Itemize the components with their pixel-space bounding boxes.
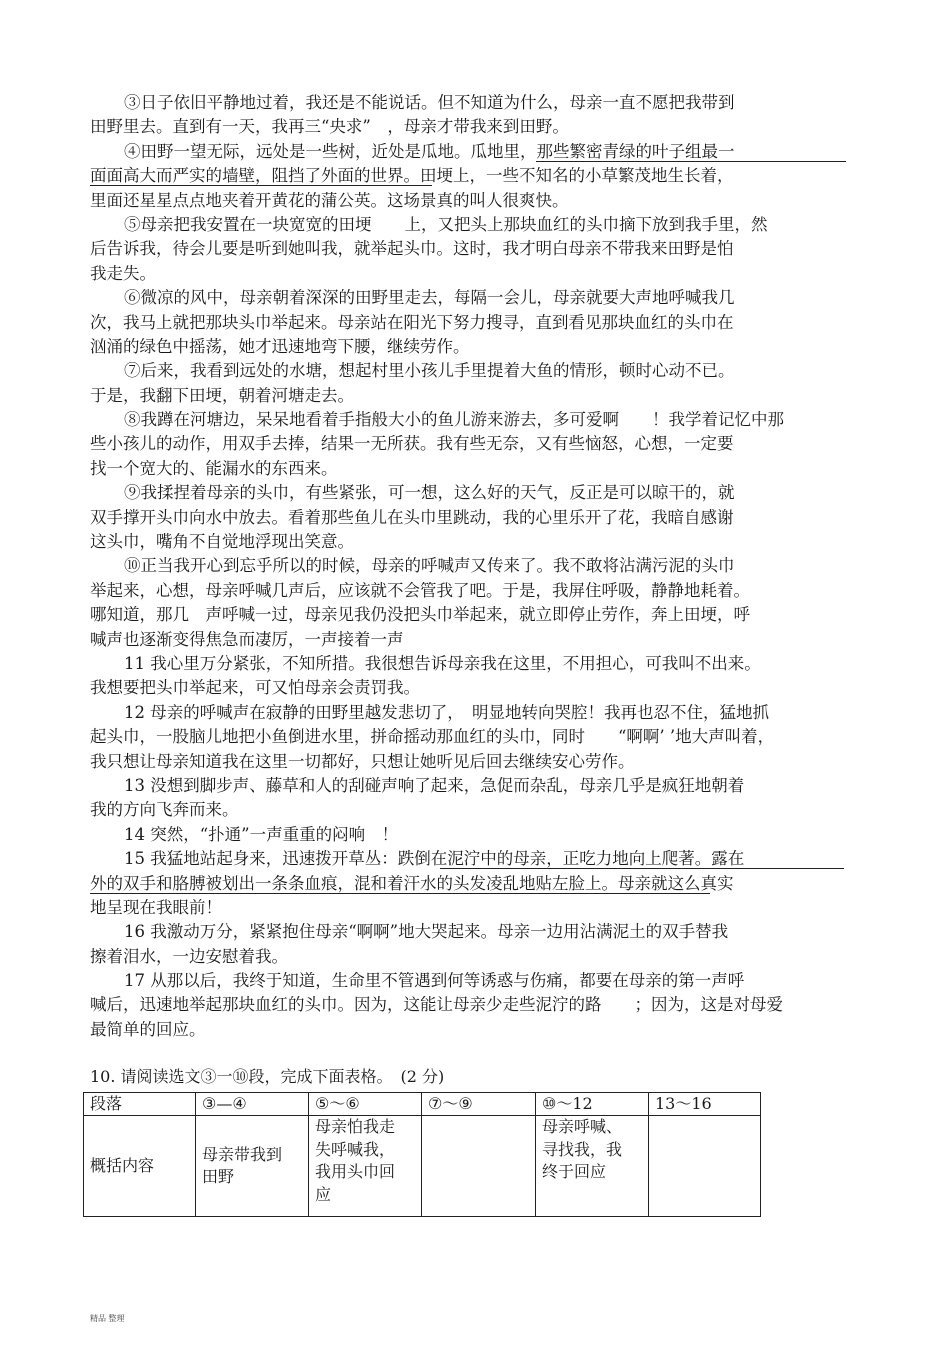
text-line: 擦着泪水，一边安慰着我。: [90, 946, 288, 966]
text-line-underlined: 15 我猛地站起身来，迅速拨开草丛：跌倒在泥泞中的母亲，正吃力地向上爬著。露在: [90, 847, 850, 871]
text-line: 我只想让母亲知道我在这里一切都好，只想让她听见后回去继续安心劳作。: [90, 751, 635, 771]
text-line: 些小孩儿的动作，用双手去捧，结果一无所获。我有些无奈，又有些恼怒，心想，一定要: [90, 434, 734, 454]
text-line: 喊后，迅速地举起那块血红的头巾。因为，这能让母亲少走些泥泞的路 ；因为，这是对母爱: [90, 995, 783, 1015]
text-line: ⑦后来，我看到远处的水塘，想起村里小孩儿手里提着大鱼的情形，顿时心动不已。: [124, 361, 735, 381]
text-line: 于是，我翻下田埂，朝着河塘走去。: [90, 385, 354, 405]
text-line: 我走失。: [90, 263, 156, 283]
text-line: ⑥微凉的风中，母亲朝着深深的田野里走去，每隔一会儿，母亲就要大声地呼喊我几: [124, 288, 735, 308]
text-line: 我想要把头巾举起来，可又怕母亲会责罚我。: [90, 678, 420, 698]
text-line: ⑨我揉捏着母亲的头巾，有些紧张，可一想，这么好的天气，反正是可以晾干的，就: [124, 483, 735, 503]
text-line: 17 从那以后，我终于知道，生命里不管遇到何等诱惑与伤痛，都要在母亲的第一声呼: [124, 971, 745, 991]
summary-table: [83, 1092, 761, 1217]
page-footer: 精品 整理: [90, 1314, 125, 1323]
text-line: 这头巾，嘴角不自觉地浮现出笑意。: [90, 532, 354, 552]
table-cell: 母亲呼喊、 寻找我，我 终于回应: [536, 1116, 649, 1217]
table-cell-empty: [649, 1116, 761, 1217]
table-cell-empty: [422, 1116, 536, 1217]
reading-passage: [90, 91, 850, 1042]
underline-mark: [536, 161, 846, 162]
table-header-cell: ③—④: [196, 1093, 309, 1116]
text-line: 地呈现在我眼前！: [90, 897, 222, 917]
text-line: 双手撑开头巾向水中放去。看着那些鱼儿在头巾里跳动，我的心里乐开了花，我暗自感谢: [90, 507, 734, 527]
text-line: 13 没想到脚步声、藤草和人的刮碰声响了起来，急促而杂乱，母亲几乎是疯狂地朝着: [124, 775, 745, 795]
underline-mark: [440, 868, 844, 869]
text-line: 11 我心里万分紧张，不知所措。我很想告诉母亲我在这里，不用担心，可我叫不出来。: [124, 653, 761, 673]
text-line: 田野里去。直到有一天，我再三“央求” ，母亲才带我来到田野。: [90, 117, 569, 137]
text-line: 汹涌的绿色中摇荡，她才迅速地弯下腰，继续劳作。: [90, 336, 470, 356]
table-header-cell: ⑤～⑥: [309, 1093, 422, 1116]
text-line: 里面还星星点点地夹着开黄花的蒲公英。这场景真的叫人很爽快。: [90, 190, 569, 210]
text-line: 喊声也逐渐变得焦急而凄厉，一声接着一声: [90, 629, 404, 649]
table-header-cell: ⑩～12: [536, 1093, 649, 1116]
text-line: 找一个宽大的、能漏水的东西来。: [90, 458, 338, 478]
text-line: ⑤母亲把我安置在一块宽宽的田埂 上，又把头上那块血红的头巾摘下放到我手里，然: [124, 214, 768, 234]
text-line: 起头巾，一股脑儿地把小鱼倒进水里，拼命摇动那血红的头巾，同时 “啊啊’ ’地大声叫着，: [90, 727, 775, 747]
underline-mark: [90, 893, 710, 894]
table-header-row: [84, 1093, 761, 1116]
text-line: 我的方向飞奔而来。: [90, 800, 239, 820]
underline-mark: [90, 185, 432, 186]
text-line: 后告诉我，待会儿要是听到她叫我，就举起头巾。这时，我才明白母亲不带我来田野是怕: [90, 239, 734, 259]
text-line: ③日子依旧平静地过着，我还是不能说话。但不知道为什么，母亲一直不愿把我带到: [124, 93, 735, 112]
table-cell: 母亲带我到 田野: [196, 1116, 309, 1217]
table-cell: 母亲怕我走 失呼喊我， 我用头巾回 应: [309, 1116, 422, 1217]
question-prompt: 10. 请阅读选文③一⑩段，完成下面表格。 (2 分): [90, 1067, 445, 1086]
table-header-cell: 13～16: [649, 1093, 761, 1116]
table-header-cell: 段落: [84, 1093, 196, 1116]
text-line-underlined: 外的双手和胳膊被划出一条条血痕，混和着汗水的头发凌乱地贴左脸上。母亲就这么真实: [90, 873, 734, 893]
table-row: [84, 1116, 761, 1217]
table-row-label: 概括内容: [84, 1116, 196, 1217]
table-header-cell: ⑦～⑨: [422, 1093, 536, 1116]
text-line: ⑩正当我开心到忘乎所以的时候，母亲的呼喊声又传来了。我不敢将沾满污泥的头巾: [124, 556, 735, 576]
text-line: 16 我激动万分，紧紧抱住母亲“啊啊”地大哭起来。母亲一边用沾满泥土的双手替我: [124, 922, 729, 942]
text-line: 最简单的回应。: [90, 1019, 206, 1039]
text-line: 12 母亲的呼喊声在寂静的田野里越发悲切了， 明显地转向哭腔！我再也忍不住，猛地抓: [124, 702, 769, 722]
text-line: 次，我马上就把那块头巾举起来。母亲站在阳光下努力搜寻，直到看见那块血红的头巾在: [90, 312, 734, 332]
text-line: 哪知道，那几 声呼喊一过，母亲见我仍没把头巾举起来，就立即停止劳作，奔上田埂，呼: [90, 605, 750, 625]
text-line: ⑧我蹲在河塘边，呆呆地看着手指般大小的鱼儿游来游去，多可爱啊 ！我学着记忆中那: [124, 410, 784, 430]
text-line-underlined: ④田野一望无际，远处是一些树，近处是瓜地。瓜地里，那些繁密青绿的叶子组最一: [90, 140, 850, 164]
text-line: 14 突然，“扑通”一声重重的闷响 ！: [124, 824, 399, 844]
text-line-underlined: 面面高大而严实的墙壁，阻挡了外面的世界。田埂上，一些不知名的小草繁茂地生长着，: [90, 166, 734, 186]
text-line: 举起来，心想，母亲呼喊几声后，应该就不会管我了吧。于是，我屏住呼吸，静静地耗着。: [90, 580, 750, 600]
